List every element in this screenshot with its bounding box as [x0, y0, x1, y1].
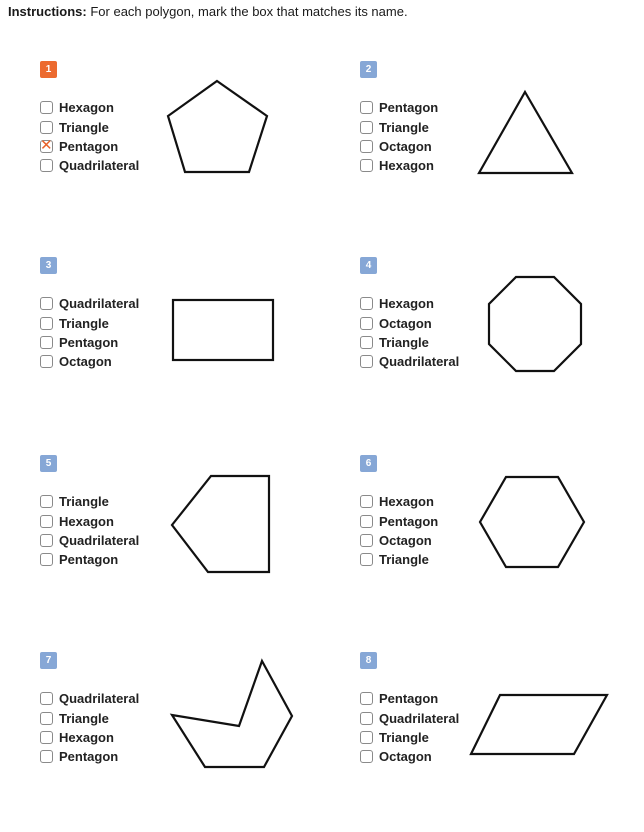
option-pentagon[interactable]	[360, 98, 438, 117]
problem-4	[360, 257, 644, 437]
option-label: Triangle	[59, 315, 109, 331]
option-label: Triangle	[379, 119, 429, 135]
option-label: Triangle	[379, 552, 429, 568]
option-octagon[interactable]	[360, 747, 459, 766]
checkbox[interactable]	[40, 121, 53, 134]
option-hexagon[interactable]	[40, 728, 139, 747]
option-label: Octagon	[379, 138, 432, 154]
checkbox[interactable]	[360, 317, 373, 330]
option-octagon[interactable]	[360, 531, 438, 550]
checkbox[interactable]	[40, 515, 53, 528]
rectangle-shape	[170, 297, 276, 363]
checkbox[interactable]	[360, 731, 373, 744]
option-label: Quadrilateral	[59, 532, 140, 548]
checkbox[interactable]	[40, 317, 53, 330]
problem-6	[360, 455, 644, 635]
option-label: Octagon	[379, 315, 432, 331]
option-pentagon[interactable]	[40, 137, 139, 156]
pentagon-shape	[165, 78, 275, 178]
option-pentagon[interactable]	[40, 333, 139, 352]
answer-options	[360, 492, 438, 570]
checkbox[interactable]	[40, 731, 53, 744]
option-hexagon[interactable]	[40, 98, 139, 117]
answer-options	[40, 689, 139, 767]
checkbox[interactable]	[40, 692, 53, 705]
option-label: Pentagon	[59, 552, 119, 568]
option-label: Quadrilateral	[59, 296, 140, 312]
problem-number-badge: 8	[360, 652, 377, 669]
problem-5	[40, 455, 340, 635]
instructions-text: For each polygon, mark the box that matches its name.	[86, 4, 408, 19]
option-label: Triangle	[59, 710, 109, 726]
answer-options	[360, 98, 438, 176]
option-label: Quadrilateral	[59, 691, 140, 707]
option-label: Hexagon	[379, 494, 434, 510]
checkbox[interactable]	[360, 297, 373, 310]
checkbox[interactable]	[40, 534, 53, 547]
problem-3	[40, 257, 340, 437]
option-quadrilateral[interactable]	[40, 531, 139, 550]
option-quadrilateral[interactable]	[360, 708, 459, 727]
checkbox[interactable]	[40, 355, 53, 368]
irregular-pentagon-shape	[168, 473, 274, 575]
option-triangle[interactable]	[40, 117, 139, 136]
answer-options	[40, 492, 139, 570]
option-pentagon[interactable]	[40, 747, 139, 766]
option-hexagon[interactable]	[360, 156, 438, 175]
checkbox[interactable]	[360, 712, 373, 725]
option-octagon[interactable]	[360, 137, 438, 156]
option-label: Triangle	[379, 334, 429, 350]
option-triangle[interactable]	[40, 313, 139, 332]
option-label: Triangle	[379, 729, 429, 745]
checkbox[interactable]	[40, 553, 53, 566]
option-quadrilateral[interactable]	[360, 352, 459, 371]
parallelogram-shape	[468, 692, 610, 758]
answer-options	[40, 294, 139, 372]
checkbox[interactable]	[40, 495, 53, 508]
concave-pentagon-shape	[168, 658, 294, 770]
octagon-shape	[485, 274, 585, 374]
option-label: Triangle	[59, 119, 109, 135]
problem-number-badge: 5	[40, 455, 57, 472]
option-label: Quadrilateral	[59, 158, 140, 174]
checkbox[interactable]	[360, 750, 373, 763]
x-mark-icon: ✕	[40, 136, 53, 154]
problem-number-badge: 4	[360, 257, 377, 274]
option-pentagon[interactable]	[360, 511, 438, 530]
instructions	[8, 4, 408, 19]
checkbox[interactable]	[360, 515, 373, 528]
option-triangle[interactable]	[360, 728, 459, 747]
option-label: Pentagon	[59, 749, 119, 765]
option-octagon[interactable]	[360, 313, 459, 332]
answer-options	[40, 98, 139, 176]
option-label: Octagon	[379, 749, 432, 765]
option-label: Hexagon	[59, 513, 114, 529]
option-triangle[interactable]	[360, 117, 438, 136]
checkbox[interactable]	[40, 712, 53, 725]
problem-1	[40, 61, 340, 241]
checkbox[interactable]	[360, 692, 373, 705]
option-label: Octagon	[379, 532, 432, 548]
option-label: Hexagon	[59, 100, 114, 116]
checkbox[interactable]	[360, 553, 373, 566]
problem-2	[360, 61, 644, 241]
checkbox[interactable]	[360, 336, 373, 349]
checkbox-checked[interactable]	[40, 136, 53, 154]
problem-7	[40, 652, 340, 832]
option-label: Triangle	[59, 494, 109, 510]
option-label: Pentagon	[379, 691, 439, 707]
checkbox[interactable]	[360, 121, 373, 134]
checkbox[interactable]	[40, 297, 53, 310]
option-label: Pentagon	[379, 100, 439, 116]
option-quadrilateral[interactable]	[40, 294, 139, 313]
option-label: Pentagon	[59, 334, 119, 350]
triangle-shape	[476, 89, 576, 177]
option-hexagon[interactable]	[360, 492, 438, 511]
problem-8	[360, 652, 644, 832]
hexagon-shape	[476, 474, 588, 570]
option-label: Pentagon	[379, 513, 439, 529]
option-label: Octagon	[59, 354, 112, 370]
option-label: Pentagon	[59, 138, 119, 154]
option-triangle[interactable]	[40, 492, 139, 511]
option-label: Hexagon	[379, 158, 434, 174]
problem-number-badge: 3	[40, 257, 57, 274]
option-pentagon[interactable]	[40, 550, 139, 569]
option-triangle[interactable]	[360, 333, 459, 352]
option-label: Hexagon	[59, 729, 114, 745]
checkbox[interactable]	[360, 355, 373, 368]
option-label: Hexagon	[379, 296, 434, 312]
option-triangle[interactable]	[40, 708, 139, 727]
checkbox[interactable]	[40, 750, 53, 763]
option-quadrilateral[interactable]	[40, 689, 139, 708]
option-hexagon[interactable]	[360, 294, 459, 313]
problem-number-badge: 2	[360, 61, 377, 78]
problem-number-badge: 6	[360, 455, 377, 472]
checkbox[interactable]	[40, 336, 53, 349]
instructions-label: Instructions:	[8, 4, 87, 19]
checkbox[interactable]	[360, 101, 373, 114]
option-triangle[interactable]	[360, 550, 438, 569]
checkbox[interactable]	[360, 159, 373, 172]
answer-options	[360, 294, 459, 372]
option-label: Quadrilateral	[379, 354, 460, 370]
checkbox[interactable]	[40, 159, 53, 172]
option-hexagon[interactable]	[40, 511, 139, 530]
option-pentagon[interactable]	[360, 689, 459, 708]
checkbox[interactable]	[360, 495, 373, 508]
checkbox[interactable]	[40, 101, 53, 114]
problem-number-badge: 1	[40, 61, 57, 78]
option-quadrilateral[interactable]	[40, 156, 139, 175]
option-octagon[interactable]	[40, 352, 139, 371]
checkbox[interactable]	[360, 140, 373, 153]
problem-number-badge: 7	[40, 652, 57, 669]
answer-options	[360, 689, 459, 767]
option-label: Quadrilateral	[379, 710, 460, 726]
checkbox[interactable]	[360, 534, 373, 547]
